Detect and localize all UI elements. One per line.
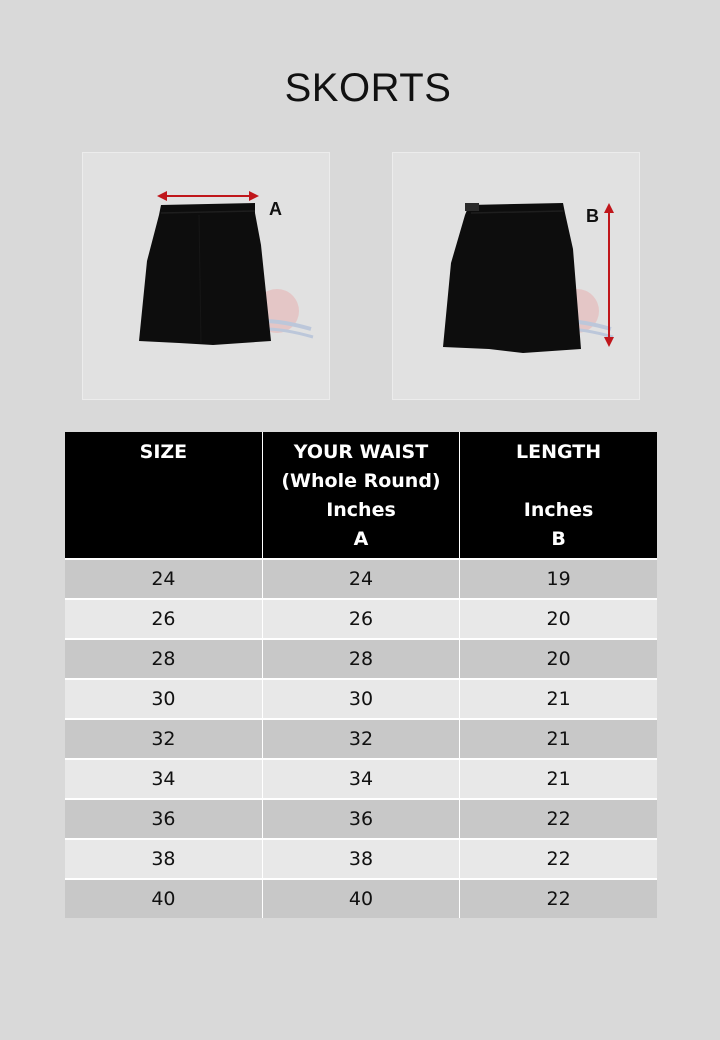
table-row [65,799,657,839]
length-cell: 20 [460,639,657,679]
waist-cell: 38 [262,839,459,879]
waist-cell: 36 [262,799,459,839]
length-cell: 20 [460,599,657,639]
table-body [65,559,657,918]
skort-side-image [392,152,640,400]
length-measure-label: B [586,206,599,226]
waist-cell: 30 [262,679,459,719]
length-cell: 21 [460,679,657,719]
skort-front-image [82,152,330,400]
waist-cell: 32 [262,719,459,759]
table-row [65,679,657,719]
table-row [65,639,657,679]
table-row [65,559,657,599]
length-cell: 22 [460,879,657,918]
size-chart-table [65,432,657,918]
skort-front-illustration [83,153,329,399]
length-cell: 19 [460,559,657,599]
size-cell: 40 [65,879,262,918]
size-cell: 36 [65,799,262,839]
waist-cell: 28 [262,639,459,679]
waist-cell: 34 [262,759,459,799]
waist-arrow-icon [157,191,259,201]
size-cell: 32 [65,719,262,759]
table-row [65,759,657,799]
skort-front-shape [139,203,271,345]
size-cell: 34 [65,759,262,799]
waist-cell: 26 [262,599,459,639]
skort-side-illustration [393,153,639,399]
size-cell: 26 [65,599,262,639]
table-row [65,599,657,639]
length-cell: 22 [460,839,657,879]
skort-side-shape [443,203,581,353]
length-cell: 21 [460,759,657,799]
length-cell: 22 [460,799,657,839]
size-cell: 30 [65,679,262,719]
waist-measure-label: A [269,199,282,219]
table-header-row [65,432,657,559]
header-length: LENGTH Inches B [460,432,657,559]
size-cell: 38 [65,839,262,879]
waist-cell: 24 [262,559,459,599]
table-row [65,839,657,879]
table-row [65,719,657,759]
header-waist: YOUR WAIST (Whole Round) Inches A [262,432,459,559]
header-size: SIZE [65,432,262,559]
size-cell: 28 [65,639,262,679]
waist-cell: 40 [262,879,459,918]
size-cell: 24 [65,559,262,599]
page-title: SKORTS [284,66,452,110]
table-row [65,879,657,918]
length-cell: 21 [460,719,657,759]
